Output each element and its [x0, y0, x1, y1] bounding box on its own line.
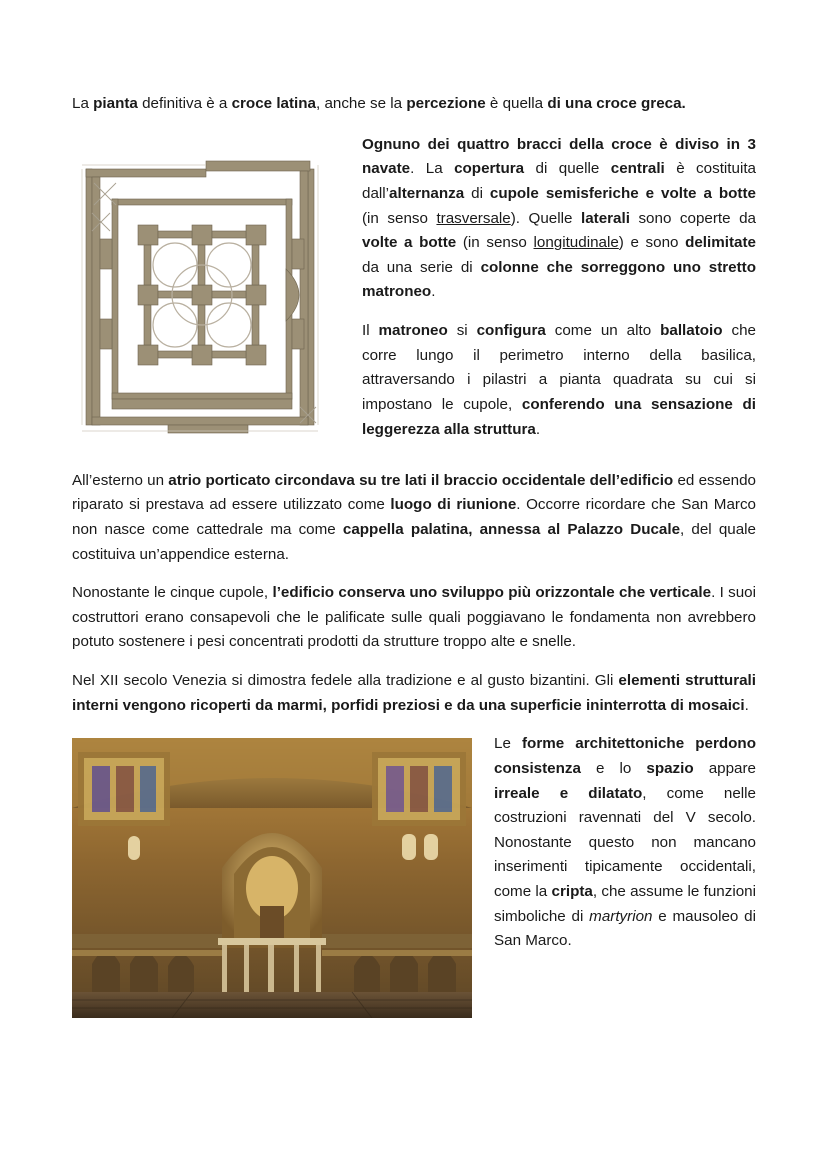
text-run-bold: irreale e dilatato — [494, 784, 643, 802]
document-body — [72, 92, 756, 1026]
paragraph-xii-secolo — [72, 669, 756, 718]
text-run: come un alto — [545, 322, 661, 339]
text-run-bold: cupole semisferiche e volte a botte — [489, 184, 756, 202]
text-run-bold: conferendo una sensazione di leggerezza alla struttura — [362, 395, 757, 438]
text-run: ) e sono — [618, 234, 686, 252]
text-run-bold: colonne che sorreggono uno stretto matroneo — [362, 258, 756, 301]
text-run: si — [447, 322, 477, 339]
text-run: di — [464, 184, 490, 202]
text-run-bold: spazio — [646, 759, 694, 777]
text-run-bold: matroneo — [378, 322, 448, 339]
text-run-bold: Ognuno dei quattro bracci della croce è diviso in 3 navate — [362, 135, 756, 178]
text-run-italic: martyrion — [589, 907, 653, 925]
text-run: . — [744, 696, 749, 714]
text-run: ). Quelle — [510, 209, 581, 227]
interior-photo-illustration — [72, 738, 472, 1018]
text-run-bold: cripta — [551, 883, 593, 900]
text-run: La — [72, 95, 94, 112]
text-run-bold: pianta — [93, 95, 138, 112]
text-run: . — [431, 283, 436, 301]
basilica-interior-figure — [72, 738, 472, 1018]
text-run: , come nelle costruzioni ravennati del V secolo. Nonostante questo non mancano inserimenti tipicamente occidentali, come la — [494, 784, 756, 900]
text-run: , che assume le funzioni simboliche di — [494, 883, 756, 925]
text-run: Le — [494, 735, 522, 753]
text-run: e mausoleo di San Marco. — [494, 907, 756, 950]
text-run-underline: longitudinale — [533, 234, 619, 252]
text-run: , del quale costituiva un’appendice esterna. — [72, 520, 756, 563]
paragraph-cupole — [72, 581, 756, 655]
text-run: Il — [362, 322, 379, 339]
floor-plan-drawing — [72, 139, 340, 459]
text-run-bold: ballatoio — [660, 322, 723, 339]
text-run: è costituita dall’ — [362, 160, 756, 202]
text-run: Nel XII secolo Venezia si dimostra fedele alla tradizione e al gusto bizantini. Gli — [72, 672, 619, 689]
text-run-bold: elementi strutturali interni vengono ricoperti da marmi, porfidi preziosi e da una superficie ininterrotta di mosaici — [72, 672, 756, 714]
text-run: (in senso — [456, 234, 534, 252]
text-run-bold: l’edificio conserva uno sviluppo più orizzontale che verticale — [272, 584, 712, 602]
text-run-bold: luogo di riunione — [390, 496, 517, 514]
text-run-bold: cappella palatina, annessa al Palazzo Ducale — [342, 520, 681, 538]
text-run: e lo — [580, 759, 647, 777]
text-run: . — [535, 420, 541, 438]
text-run: . I suoi costruttori erano consapevoli che le palificate sulle quali poggiavano le fondamenta non avrebbero potuto sostenere i pesi concentrati prodotti da strutture troppo alte e snelle. — [72, 584, 757, 651]
text-run-bold: forme architettoniche perdono consistenza — [494, 735, 756, 777]
text-run: . La — [410, 160, 455, 178]
text-run-bold: atrio porticato circondava su tre lati il braccio occidentale dell’edificio — [168, 471, 674, 489]
text-run: All’esterno un — [72, 471, 169, 489]
paragraph-intro — [72, 92, 756, 117]
text-run-bold: alternanza — [389, 184, 465, 202]
text-run: è quella — [485, 95, 548, 112]
text-run-bold: laterali — [580, 209, 630, 227]
text-run-bold: delimitate — [685, 234, 756, 252]
text-run-bold: centrali — [610, 160, 665, 178]
text-run: appare — [693, 759, 756, 777]
text-run: da una serie di — [362, 258, 481, 276]
text-run: che corre lungo il perimetro interno della basilica, attraversando i pilastri a pianta quadrata su cui si impostano le cupole, — [362, 322, 756, 413]
text-run-bold: volte a botte — [362, 234, 457, 252]
text-run-bold: percezione — [406, 95, 486, 112]
text-run: Nonostante le cinque cupole, — [72, 584, 273, 602]
text-run: sono coperte da — [629, 209, 756, 227]
text-run-underline: trasversale — [436, 209, 511, 227]
text-run: di quelle — [524, 160, 611, 178]
text-run: ed essendo riparato si prestava ad essere utilizzato come — [72, 471, 756, 514]
basilica-floor-plan-figure — [72, 139, 340, 459]
text-run: (in senso — [362, 209, 437, 227]
text-run-bold: copertura — [454, 160, 525, 178]
text-run-bold: di una croce greca. — [547, 95, 686, 112]
text-run-bold: configura — [476, 322, 546, 339]
text-run: , anche se la — [316, 95, 407, 112]
text-run: definitiva è a — [137, 95, 232, 112]
text-run: . Occorre ricordare che San Marco non nasce come cattedrale ma come — [72, 496, 756, 538]
text-run-bold: croce latina — [231, 95, 316, 112]
paragraph-atrio — [72, 469, 756, 568]
